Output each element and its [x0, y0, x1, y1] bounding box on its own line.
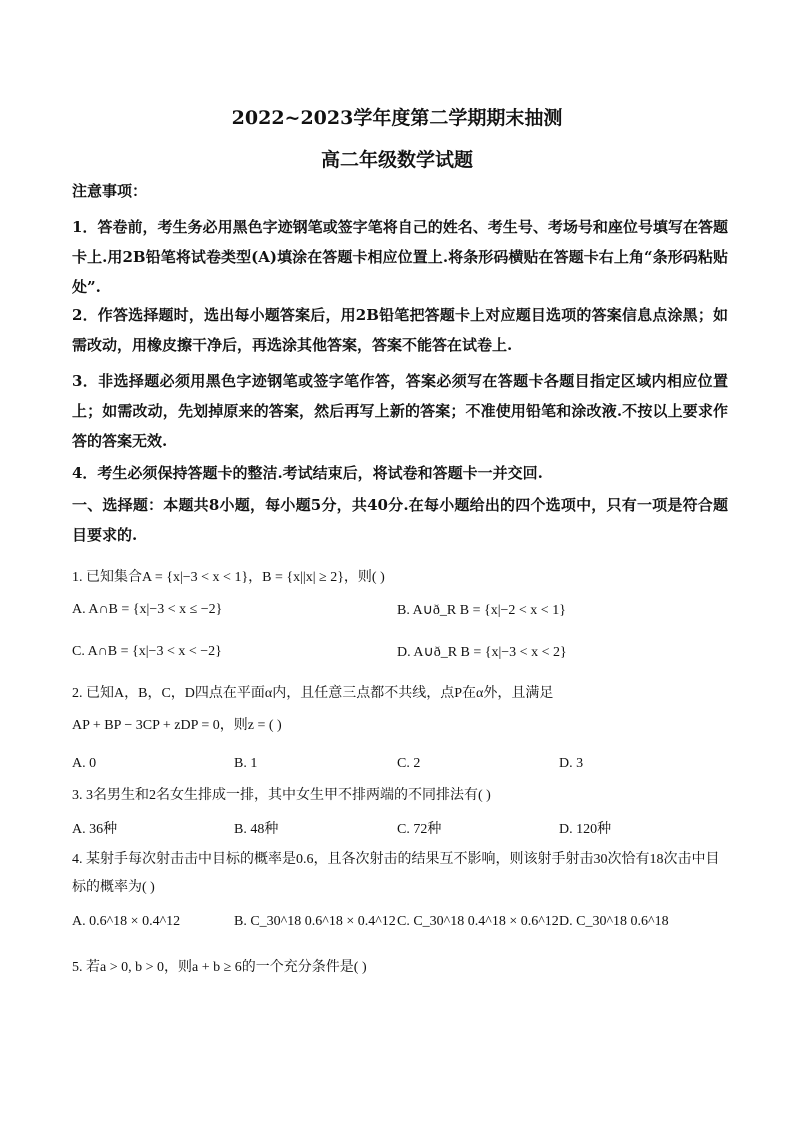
notice-label: 注意事项：	[72, 182, 148, 200]
notice-item-1: 1．答卷前，考生务必用黑色字迹钢笔或签字笔将自己的姓名、考生号、考场号和座位号填写在答题卡上.用2B铅笔将试卷类型(A)填涂在答题卡相应位置上.将条形码横贴在答题卡右上角“条形码粘贴处”.	[72, 218, 728, 296]
exam-subtitle: 高二年级数学试题	[320, 149, 473, 171]
question-1-stem: 1. 已知集合A = {x|−3 < x < 1}，B = {x||x| ≥ 2}，则( )	[72, 570, 385, 585]
question-3-option-c: C. 72种	[397, 822, 442, 837]
question-3-stem: 3. 3名男生和2名女生排成一排，其中女生甲不排两端的不同排法有( )	[72, 788, 491, 803]
notice-item-2: 2．作答选择题时，选出每小题答案后，用2B铅笔把答题卡上对应题目选项的答案信息点涂黑；如需改动，用橡皮擦干净后，再选涂其他答案，答案不能答在试卷上.	[72, 306, 728, 354]
exam-title: 2022~2023学年度第二学期期末抽测	[231, 107, 563, 129]
question-2-option-d: D. 3	[559, 756, 584, 771]
notice-item-4: 4．考生必须保持答题卡的整洁.考试结束后，将试卷和答题卡一并交回.	[72, 464, 543, 482]
question-3-option-d: D. 120种	[559, 822, 612, 837]
question-1-option-a: A. A∩B = {x|−3 < x ≤ −2}	[72, 602, 223, 617]
question-4-option-c: C. C_30^18 0.4^18 × 0.6^12	[397, 914, 559, 929]
question-1-option-b: B. A∪ð_R B = {x|−2 < x < 1}	[397, 603, 566, 618]
question-1-option-c: C. A∩B = {x|−3 < x < −2}	[72, 644, 222, 659]
question-3-option-b: B. 48种	[234, 822, 279, 837]
question-2-stem-line2: AP + BP − 3CP + zDP = 0，则z = ( )	[72, 718, 282, 733]
question-3-option-a: A. 36种	[72, 822, 118, 837]
question-4-stem: 4. 某射手每次射击击中目标的概率是0.6，且各次射击的结果互不影响，则该射手射击30次恰有18次击中目标的概率为( )	[72, 852, 720, 895]
question-2-stem-line1: 2. 已知A，B，C，D四点在平面α内，且任意三点都不共线，点P在α外，且满足	[72, 686, 554, 701]
question-2-option-c: C. 2	[397, 756, 421, 771]
section1-heading: 一、选择题：本题共8小题，每小题5分，共40分.在每小题给出的四个选项中，只有一项是符合题目要求的.	[72, 496, 728, 544]
question-1-option-d: D. A∪ð_R B = {x|−3 < x < 2}	[397, 645, 567, 660]
notice-item-3: 3．非选择题必须用黑色字迹钢笔或签字笔作答，答案必须写在答题卡各题目指定区域内相应位置上；如需改动，先划掉原来的答案，然后再写上新的答案；不准使用铅笔和涂改液.不按以上要求作答的答案无效.	[72, 372, 728, 450]
question-4-option-a: A. 0.6^18 × 0.4^12	[72, 914, 181, 929]
question-5-stem: 5. 若a > 0, b > 0，则a + b ≥ 6的一个充分条件是( )	[72, 960, 367, 975]
question-4-option-b: B. C_30^18 0.6^18 × 0.4^12	[234, 914, 396, 929]
question-4-option-d: D. C_30^18 0.6^18	[559, 914, 669, 929]
question-2-option-b: B. 1	[234, 756, 258, 771]
question-2-option-a: A. 0	[72, 756, 97, 771]
